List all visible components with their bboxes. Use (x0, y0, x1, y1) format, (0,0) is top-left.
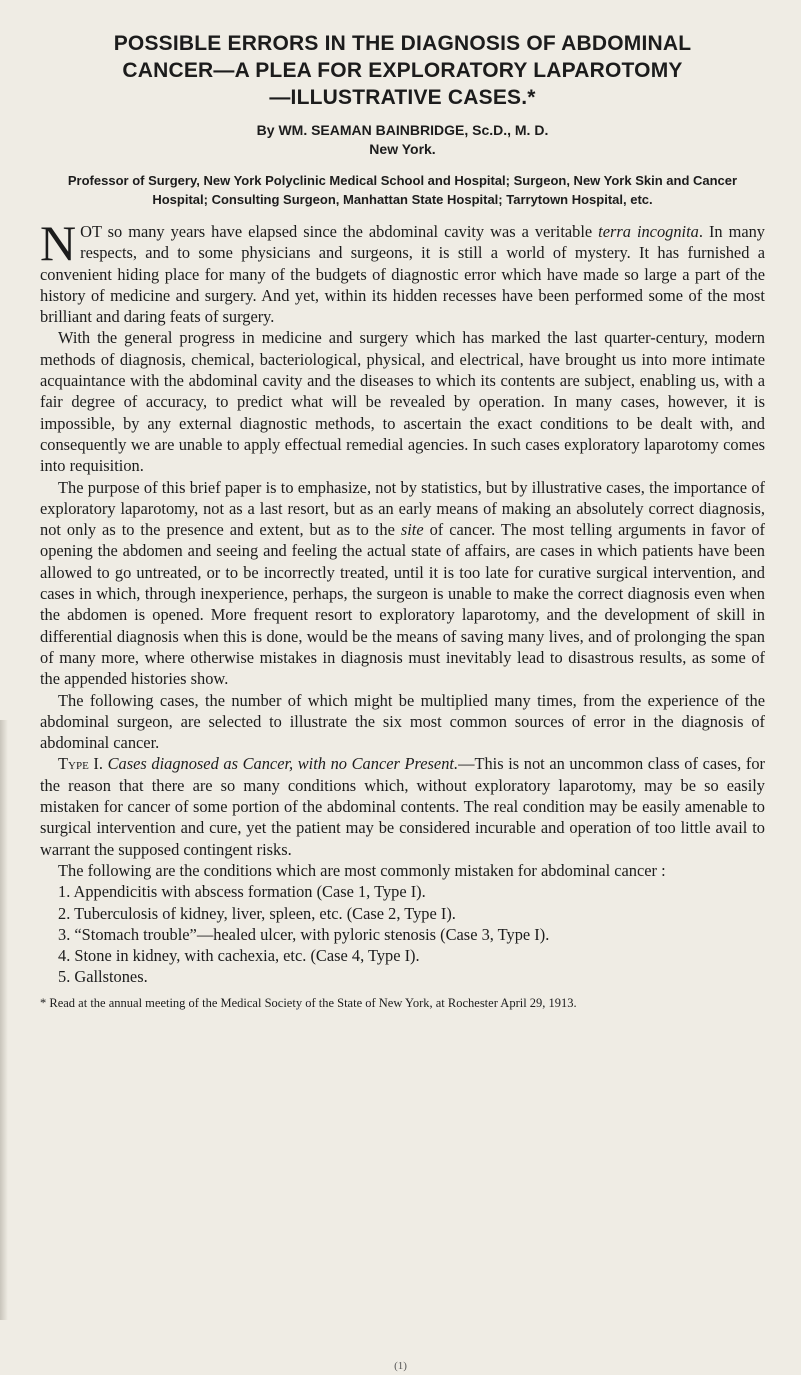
paragraph-3-text-b: of cancer. The most telling arguments in favor of opening the abdomen and seeing and feeling the actual state of affairs, are cases in which patients have been allowed to go untreated, or to be incorrectly treated, until it is too late for curative surgical intervention, and cases in which, through inexperience, perhaps, the surgeon is unable to make the correct diagnosis even when the abdomen is opened. More frequent resort to exploratory laparotomy, and the development of skill in differential diagnosis when this is done, would be the means of saving many lives, and of prolonging the span of many more, where otherwise mistakes in diagnosis must inevitably lead to disastrous results, as some of the appended histories show. (40, 520, 766, 689)
conditions-list (40, 881, 765, 987)
article-title (40, 30, 765, 111)
paragraph-5 (40, 753, 765, 859)
author-name: WM. SEAMAN BAINBRIDGE, Sc.D., M. D. (278, 122, 549, 138)
paragraph-6: The following are the conditions which are most commonly mistaken for abdominal cancer : (58, 860, 666, 880)
footnote: * Read at the annual meeting of the Medical Society of the State of New York, at Rochester April 29, 1913. (40, 995, 577, 1010)
type-heading: Cases diagnosed as Cancer, with no Cancer Present. (107, 754, 459, 774)
paragraph-3-text-a: The purpose of this brief paper is to emphasize, not by statistics, but by illustrative cases, the importance of exploratory laparotomy, not as a last resort, but as an early means of making an absolutely correct diagnosis, not only as to the presence and extent, but as to the (40, 477, 765, 540)
author-byline (40, 121, 765, 159)
paragraph-4: The following cases, the number of which might be multiplied many times, from the experience of the abdominal surgeon, are selected to illustrate the six most common sources of error in the diagnosis of abdominal cancer. (40, 690, 765, 753)
paragraph-5-text: —This is not an uncommon class of cases, for the reason that there are so many conditions which, without exploratory laparotomy, may be so easily mistaken for cancer of some portion of the abdominal contents. The real condition may be easily amenable to surgical intervention and cure, yet the patient may be considered incurable and operation of too little avail to warrant the supposed contingent risks. (40, 754, 765, 859)
byline-prefix: By (256, 122, 275, 138)
paragraph-1-text-b: . In many respects, and to some physicians and surgeons, it is still a world of mystery. It has furnished a convenient hiding place for many of the budgets of diagnostic error which have made so large a part of the history of medicine and surgery. And yet, within its hidden recesses have been performed some of the most brilliant and daring feats of surgery. (40, 222, 765, 327)
paragraph-2: With the general progress in medicine and surgery which has marked the last quarter-century, modern methods of diagnosis, chemical, bacteriological, physical, and electrical, have brought us into more intimate acquaintance with the abdominal cavity and the diseases to which its contents are subject, enabling us, with a fair degree of accuracy, to predict what will be revealed by operation. In many cases, however, it is impossible, by any external diagnostic methods, to ascertain the exact conditions to be dealt with, and consequently we are unable to apply effectual remedial agencies. In such cases exploratory laparotomy comes into requisition. (40, 328, 765, 476)
paragraph-1-text-a: OT so many years have elapsed since the abdominal cavity was a veritable (80, 222, 599, 241)
title-line-3: —ILLUSTRATIVE CASES.* (269, 86, 536, 109)
article-body (40, 215, 766, 988)
author-affiliation: Professor of Surgery, New York Polyclinic Medical School and Hospital; Surgeon, New York Skin and Cancer Hospital; Consulting Surgeon, Manhattan State Hospital; Tarrytown Hospital, etc. (67, 173, 738, 207)
page-binding-shadow (0, 720, 8, 1320)
list-item: 5. Gallstones. (58, 967, 148, 987)
list-item: 1. Appendicitis with abscess formation (Case 1, Type I). (58, 882, 426, 902)
paragraph-3 (40, 477, 765, 690)
list-item: 2. Tuberculosis of kidney, liver, spleen, etc. (Case 2, Type I). (58, 903, 456, 923)
paragraph-3-italic: site (400, 520, 424, 540)
paragraph-1 (40, 215, 765, 327)
author-location: New York. (369, 141, 436, 157)
list-item: 4. Stone in kidney, with cachexia, etc. (Case 4, Type I). (58, 946, 420, 966)
paragraph-1-italic: terra incognita (598, 222, 699, 241)
type-label: Type I. (58, 754, 103, 774)
list-item: 3. “Stomach trouble”—healed ulcer, with pyloric stenosis (Case 3, Type I). (58, 924, 550, 944)
title-line-1: POSSIBLE ERRORS IN THE DIAGNOSIS OF ABDOMINAL (113, 32, 692, 55)
drop-cap: N (40, 215, 77, 271)
title-line-2: CANCER—A PLEA FOR EXPLORATORY LAPAROTOMY (122, 59, 683, 82)
page-number: (1) (394, 1360, 407, 1372)
